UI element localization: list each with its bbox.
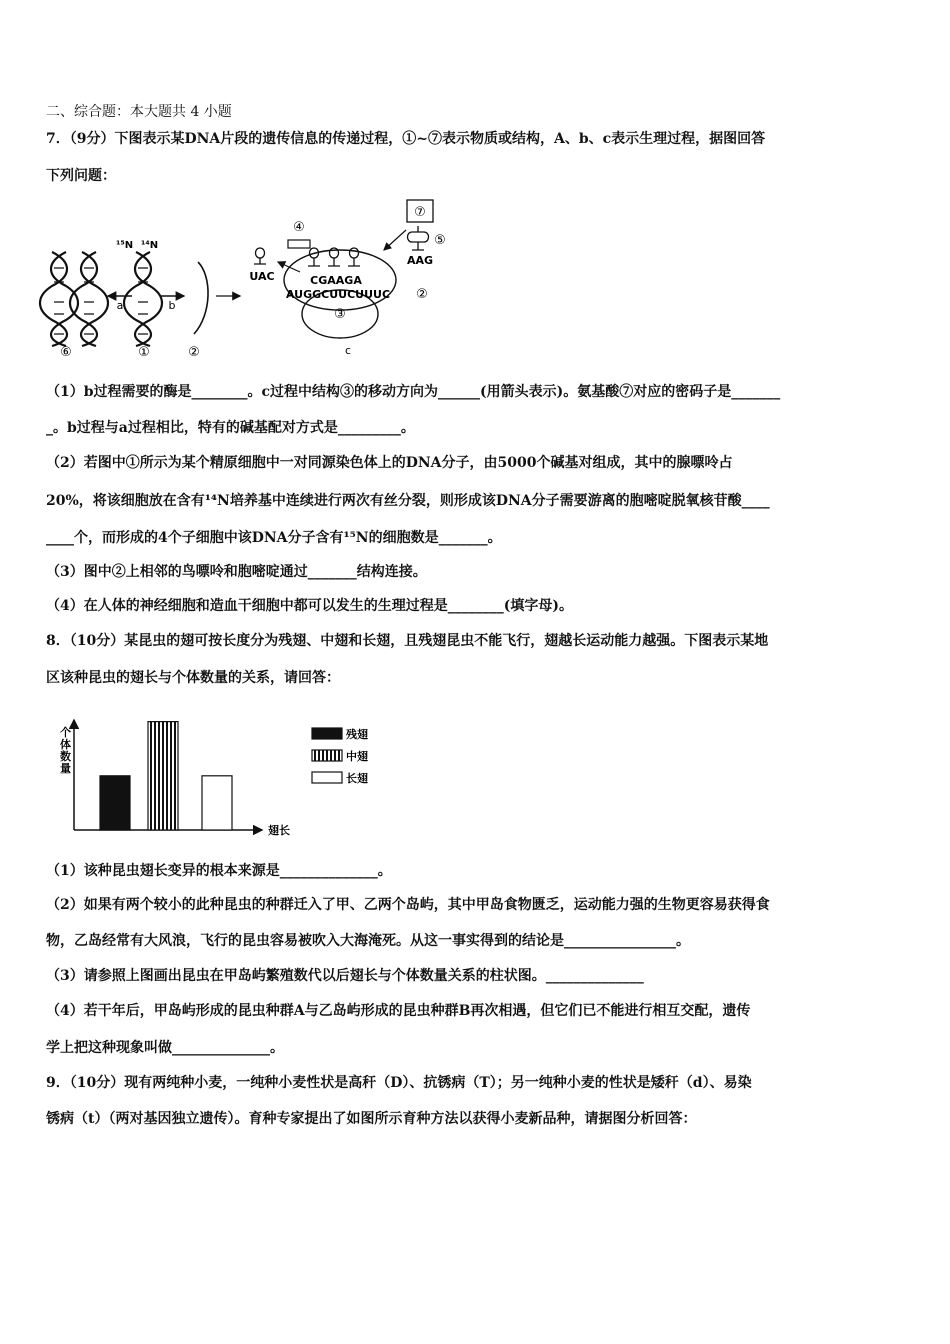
wing-length-chart bbox=[50, 710, 410, 844]
legend-swatch-3 bbox=[312, 772, 342, 783]
q7-sub2-line2: 20%，将该细胞放在含有¹⁴N培养基中连续进行两次有丝分裂，则形成该DNA分子需要游离的胞嘧啶脱氧核苷酸____ bbox=[46, 493, 770, 509]
label-circle-4: ④ bbox=[293, 220, 305, 235]
label-14n: ¹⁴N bbox=[141, 240, 159, 251]
q9-stem-line1: 9．（10分）现有两纯种小麦，一纯种小麦性状是高秆（D）、抗锈病（T）；另一纯种小麦的性状是矮秆（d）、易染 bbox=[46, 1075, 752, 1091]
bar-2 bbox=[148, 722, 178, 830]
free-trna-left bbox=[254, 248, 266, 264]
legend-label-2: 中翅 bbox=[346, 750, 368, 763]
legend-swatch-2 bbox=[312, 750, 342, 761]
q8-sub1: （1）该种昆虫翅长变异的根本来源是______________。 bbox=[46, 863, 392, 879]
label-process-a: a bbox=[116, 299, 124, 312]
trna-anticodon-seq: CGAAGA bbox=[310, 274, 362, 287]
legend-label-3: 长翅 bbox=[346, 772, 368, 785]
bar-1 bbox=[100, 776, 130, 830]
label-uac: UAC bbox=[249, 270, 275, 283]
label-circle-5: ⑤ bbox=[434, 233, 446, 248]
label-process-b: b bbox=[168, 299, 176, 312]
label-circle-2-right: ② bbox=[416, 287, 428, 302]
q7-stem-line1: 7．（9分）下图表示某DNA片段的遗传信息的传递过程，①~⑦表示物质或结构，A、b、c表示生理过程，据图回答 bbox=[46, 131, 766, 147]
label-process-c: c bbox=[344, 344, 352, 357]
y-axis-label: 个体数量 bbox=[60, 726, 71, 775]
q8-sub4-line1: （4）若干年后，甲岛屿形成的昆虫种群A与乙岛屿形成的昆虫种群B再次相遇，但它们已不能进行相互交配，遗传 bbox=[46, 1003, 751, 1019]
q7-sub1-line1: （1）b过程需要的酶是________。c过程中结构③的移动方向为______(用箭头表示)。氨基酸⑦对应的密码子是_______ bbox=[46, 384, 781, 400]
q7-stem-line2: 下列问题： bbox=[46, 168, 116, 184]
q8-stem-line2: 区该种昆虫的翅长与个体数量的关系，请回答： bbox=[46, 670, 340, 686]
label-circle-6: ⑥ bbox=[60, 345, 72, 360]
legend-swatch-1 bbox=[312, 728, 342, 739]
q7-sub3: （3）图中②上相邻的鸟嘌呤和胞嘧啶通过_______结构连接。 bbox=[46, 564, 427, 580]
q8-stem-line1: 8．（10分）某昆虫的翅可按长度分为残翅、中翅和长翅，且残翅昆虫不能飞行，翅越长运动能力越强。下图表示某地 bbox=[46, 633, 769, 649]
x-axis-label: 翅长 bbox=[268, 824, 290, 837]
label-circle-2-left: ② bbox=[188, 345, 200, 360]
mrna-strand bbox=[194, 262, 208, 334]
mrna-seq: AUGGCUUCUUUC bbox=[285, 288, 391, 301]
bar-3 bbox=[202, 776, 232, 830]
peptide-chain-box bbox=[288, 240, 310, 248]
dna-helix-left-1 bbox=[40, 252, 78, 346]
label-aag: AAG bbox=[406, 254, 434, 267]
label-15n: ¹⁵N bbox=[116, 240, 134, 251]
q7-sub4: （4）在人体的神经细胞和造血干细胞中都可以发生的生理过程是________(填字母)。 bbox=[46, 598, 573, 614]
q8-sub4-line2: 学上把这种现象叫做______________。 bbox=[46, 1040, 284, 1056]
q9-stem-line2: 锈病（t）（两对基因独立遗传）。育种专家提出了如图所示育种方法以获得小麦新品种，请据图分析回答： bbox=[46, 1111, 697, 1127]
label-circle-1: ① bbox=[138, 345, 150, 360]
q8-sub3: （3）请参照上图画出昆虫在甲岛屿繁殖数代以后翅长与个体数量关系的柱状图。______________ bbox=[46, 968, 644, 984]
free-trna-right bbox=[408, 226, 429, 250]
q7-sub2-line1: （2）若图中①所示为某个精原细胞中一对同源染色体上的DNA分子，由5000个碱基对组成，其中的腺嘌呤占 bbox=[46, 455, 733, 471]
section-title: 二、综合题：本大题共 4 小题 bbox=[46, 104, 232, 120]
q7-sub2-line3: ____个，而形成的4个子细胞中该DNA分子含有¹⁵N的细胞数是_______。 bbox=[46, 530, 502, 546]
label-circle-3: ③ bbox=[334, 307, 346, 322]
label-circle-7: ⑦ bbox=[414, 205, 426, 220]
dna-helix-1 bbox=[124, 252, 162, 346]
q7-sub1-line2: _。b过程与a过程相比，特有的碱基配对方式是_________。 bbox=[46, 420, 415, 436]
dna-helix-left-2 bbox=[70, 252, 108, 346]
q8-sub2-line2: 物，乙岛经常有大风浪，飞行的昆虫容易被吹入大海淹死。从这一事实得到的结论是________________。 bbox=[46, 933, 690, 949]
q8-sub2-line1: （2）如果有两个较小的此种昆虫的种群迁入了甲、乙两个岛屿，其中甲岛食物匮乏，运动能力强的生物更容易获得食 bbox=[46, 897, 770, 913]
legend-label-1: 残翅 bbox=[346, 728, 368, 741]
dna-transmission-figure bbox=[44, 196, 444, 358]
